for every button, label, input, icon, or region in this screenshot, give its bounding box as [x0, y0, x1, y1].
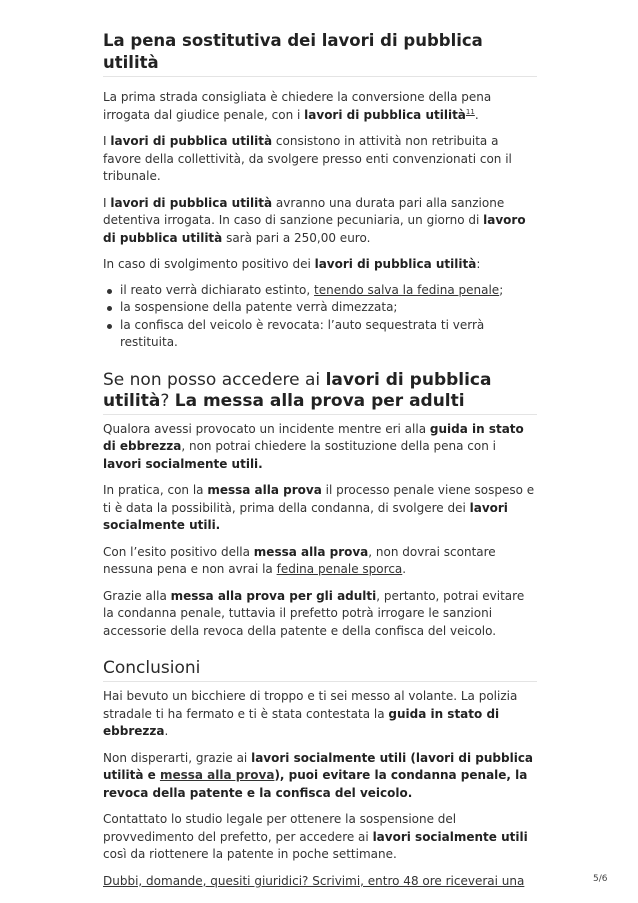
paragraph: [103, 421, 537, 474]
section-heading-lavori-pubblica-utilita: La pena sostitutiva dei lavori di pubblica utilità: [103, 31, 483, 72]
paragraph: [103, 688, 537, 741]
text: Grazie alla: [103, 588, 171, 603]
text: .: [402, 562, 407, 576]
text: Hai bevuto un bicchiere di troppo e ti sei messo al volante. La polizia stradale ti ha fermato e ti è stata contestata la: [103, 689, 518, 721]
text: consistono in attività non retribuita a favore della collettività, da svolgere presso enti convenzionati con il tribunale.: [103, 134, 512, 183]
list-item: [103, 282, 537, 300]
text: I: [103, 134, 111, 148]
fedina-penale-link[interactable]: tenendo salva la fedina penale: [314, 282, 500, 297]
text: ;: [499, 282, 504, 297]
bold-text: lavoro di pubblica utilità: [103, 213, 526, 245]
section-heading-conclusioni: Conclusioni: [103, 658, 201, 678]
bold-text: lavori socialmente utili.: [103, 500, 508, 532]
text: , non potrai chiedere la sostituzione della pena con i: [181, 439, 496, 453]
bold-text: guida in stato di ebbrezza: [103, 706, 500, 738]
text: .: [164, 724, 169, 738]
bullet-dot: [107, 324, 112, 329]
paragraph: [103, 873, 537, 891]
paragraph: [103, 588, 537, 641]
text: la sospensione della patente verrà dimezzata;: [120, 300, 398, 314]
bold-text: lavori di pubblica utilità: [110, 134, 273, 148]
paragraph: [103, 482, 537, 535]
text: la confisca del veicolo è revocata: l’auto sequestrata ti verrà restituita.: [120, 317, 485, 349]
page-number: 5/6: [593, 874, 608, 884]
paragraph: [103, 750, 537, 803]
heading-divider: [103, 681, 537, 682]
text: il processo penale viene sospeso e ti è data la possibilità, prima della condanna, di svolgere dei: [103, 483, 535, 515]
heading-divider: [103, 414, 537, 415]
bold-text: ), puoi evitare la condanna penale, la revoca della patente e la confisca del veicolo.: [103, 768, 528, 800]
text: il reato verrà dichiarato estinto,: [120, 282, 315, 297]
text: Con l’esito positivo della: [103, 544, 254, 559]
text: In caso di svolgimento positivo dei: [103, 257, 315, 271]
text: In pratica, con la: [103, 483, 208, 497]
bold-text: lavori socialmente utili (lavori di pubblica utilità e: [103, 750, 534, 782]
bold-text: messa alla prova per gli adulti: [170, 588, 377, 603]
text: così da riottenere la patente in poche settimane.: [103, 847, 397, 861]
text: Non disperarti, grazie ai: [103, 750, 252, 765]
list-item: [103, 317, 537, 352]
bold-text: lavori di pubblica utilità: [103, 369, 492, 411]
bold-text: messa alla prova: [253, 544, 369, 559]
text: Qualora avessi provocato un incidente mentre eri alla: [103, 421, 430, 436]
bold-text: lavori socialmente utili.: [103, 456, 263, 471]
heading-divider: [103, 76, 537, 77]
text: , non dovrai scontare nessuna pena e non avrai la: [103, 544, 496, 576]
bold-text: lavori di pubblica utilità: [314, 257, 477, 271]
text: avranno una durata pari alla sanzione detentiva irrogata. In caso di sanzione pecuniaria, un giorno di: [103, 195, 505, 227]
bold-text: lavori socialmente utili: [372, 829, 528, 844]
paragraph: [103, 89, 537, 124]
bold-text: lavori di pubblica utilità: [304, 107, 466, 122]
paragraph: [103, 195, 537, 248]
section-heading-messa-alla-prova: [103, 370, 537, 412]
paragraph: [103, 811, 537, 864]
paragraph: [103, 544, 537, 579]
paragraph: [103, 256, 537, 274]
footnote-link[interactable]: 11: [465, 107, 475, 116]
bold-text: messa alla prova: [207, 483, 322, 497]
bullet-dot: [107, 289, 112, 294]
bold-text: guida in stato di ebbrezza: [103, 421, 524, 453]
list-item: [103, 299, 537, 317]
text: sarà pari a 250,00 euro.: [222, 230, 371, 245]
fedina-penale-sporca-link[interactable]: fedina penale sporca: [276, 562, 403, 576]
contact-link[interactable]: Dubbi, domande, quesiti giuridici? Scrivimi, entro 48 ore riceverai una: [103, 873, 525, 888]
bullet-list: [103, 282, 537, 352]
text: Contattato lo studio legale per ottenere la sospensione del provvedimento del prefetto, per accedere ai: [103, 812, 457, 844]
paragraph: [103, 133, 537, 186]
bold-text: lavori di pubblica utilità: [110, 195, 273, 210]
article-page: [103, 30, 537, 890]
text: :: [476, 257, 481, 271]
text: ?: [160, 390, 175, 411]
text: La prima strada consigliata è chiedere la conversione della pena irrogata dal giudice penale, con i: [103, 90, 492, 122]
messa-alla-prova-link[interactable]: messa alla prova: [159, 768, 275, 782]
bold-text: La messa alla prova per adulti: [174, 390, 465, 411]
text: Se non posso accedere ai: [103, 369, 326, 390]
text: , pertanto, potrai evitare la condanna penale, tuttavia il prefetto potrà irrogare le sanzioni accessorie della revoca della patente e della confisca del veicolo.: [103, 588, 525, 638]
bullet-dot: [107, 306, 112, 311]
text: .: [474, 107, 479, 122]
text: I: [103, 195, 111, 210]
